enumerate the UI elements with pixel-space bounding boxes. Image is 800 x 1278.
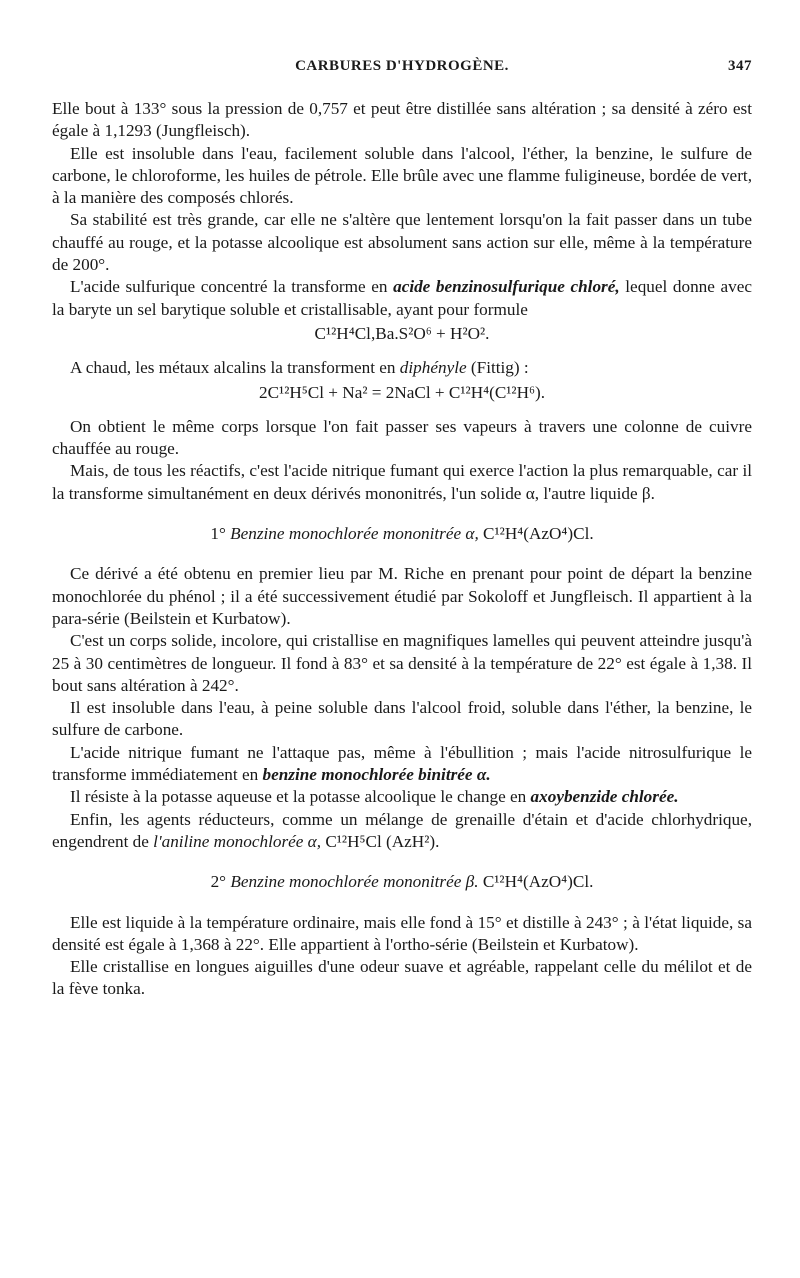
heading-number: 1° — [210, 524, 231, 544]
compound-name: axoybenzide chlorée. — [530, 787, 679, 807]
heading-title: Benzine monochlorée mononitrée β. — [230, 872, 479, 892]
paragraph: Elle est insoluble dans l'eau, facilement soluble dans l'alcool, l'éther, la benzine, le sulfure de carbone, le chloroforme, les huiles de pétrole. Elle brûle avec une flamme fuligineuse, bordée de vert, à la manière des composés chlorés. — [52, 143, 752, 208]
heading-number: 2° — [210, 872, 231, 892]
section-heading-2 — [52, 871, 752, 893]
compound-name: l'aniline monochlorée α, — [153, 831, 322, 851]
text-run: L'acide nitrique fumant ne l'attaque pas, même à l'ébullition ; mais l'acide nitrosulfurique le transforme immédiatement en — [52, 742, 752, 785]
paragraph — [52, 357, 752, 379]
paragraph: Elle cristallise en longues aiguilles d'une odeur suave et agréable, rappelant celle du mélilot et de la fève tonka. — [52, 957, 752, 999]
paragraph: Sa stabilité est très grande, car elle ne s'altère que lentement lorsqu'on la fait passer dans un tube chauffé au rouge, et la potasse alcoolique est absolument sans action sur elle, même à la température de 200°. — [52, 210, 752, 275]
paragraph: Elle est liquide à la température ordinaire, mais elle fond à 15° et distille à 243° ; à l'état liquide, sa densité est égale à 1,368 à 22°. Elle appartient à l'ortho-série (Beilstein et Kurbatow). — [52, 912, 752, 954]
chemical-equation: 2C¹²H⁵Cl + Na² = 2NaCl + C¹²H⁴(C¹²H⁶). — [258, 382, 546, 402]
compound-name: benzine monochlorée binitrée α. — [262, 765, 491, 785]
text-run: lequel donne avec la baryte un sel barytique soluble et cristallisable, ayant pour formule — [52, 277, 752, 319]
text-run: L'acide sulfurique concentré la transforme en — [70, 277, 394, 297]
text-run: Enfin, les agents réducteurs, comme un mélange de grenaille d'étain et d'acide chlorhydrique, engendrent de — [52, 809, 752, 851]
heading-formula: C¹²H⁴(AzO⁴)Cl. — [478, 524, 594, 544]
chemical-formula: C¹²H⁴Cl,Ba.S²O⁶ + H²O². — [314, 323, 490, 343]
text-run: C¹²H⁵Cl (AzH²). — [321, 831, 440, 851]
paragraph: On obtient le même corps lorsque l'on fait passer ses vapeurs à travers une colonne de cuivre chauffée au rouge. — [52, 416, 752, 459]
paragraph — [52, 786, 752, 808]
paragraph: Ce dérivé a été obtenu en premier lieu par M. Riche en prenant pour point de départ la benzine monochlorée du phénol ; il a été successivement étudié par Sokoloff et Jungfleisch. Il appartient à la para-série (Beilstein et Kurbatow). — [52, 564, 752, 628]
heading-title: Benzine monochlorée mononitrée α, — [230, 524, 479, 544]
paragraph: Mais, de tous les réactifs, c'est l'acide nitrique fumant qui exerce l'action la plus remarquable, car il la transforme simultanément en deux dérivés mononitrés, l'un solide α, l'autre liquide β. — [52, 461, 752, 503]
section-heading-1 — [52, 523, 752, 545]
text-run: Il résiste à la potasse aqueuse et la potasse alcoolique le change en — [70, 787, 531, 807]
heading-formula: C¹²H⁴(AzO⁴)Cl. — [478, 872, 594, 892]
running-header — [52, 58, 752, 82]
header-title: CARBURES D'HYDROGÈNE. — [295, 58, 509, 74]
paragraph: C'est un corps solide, incolore, qui cristallise en magnifiques lamelles qui peuvent atteindre jusqu'à 25 à 30 centimètres de longueur. Il fond à 83° et sa densité à la température de 22° est égale à 1,38. Il bout sans altération à 242°. — [52, 631, 752, 695]
paragraph — [52, 276, 752, 321]
page-number: 347 — [728, 58, 752, 74]
paragraph — [52, 809, 752, 854]
text-run: (Fittig) : — [466, 358, 529, 378]
paragraph: Il est insoluble dans l'eau, à peine soluble dans l'alcool froid, soluble dans l'éther, la benzine, le sulfure de carbone. — [52, 698, 752, 740]
compound-name: acide benzinosulfurique chloré, — [393, 277, 620, 297]
paragraph — [52, 742, 752, 787]
paragraph: Elle bout à 133° sous la pression de 0,757 et peut être distillée sans altération ; sa densité à zéro est égale à 1,1293 (Jungfleisch). — [52, 99, 752, 141]
text-run: A chaud, les métaux alcalins la transforment en — [70, 358, 400, 378]
compound-name: diphényle — [399, 358, 467, 378]
page-body — [52, 98, 752, 1001]
